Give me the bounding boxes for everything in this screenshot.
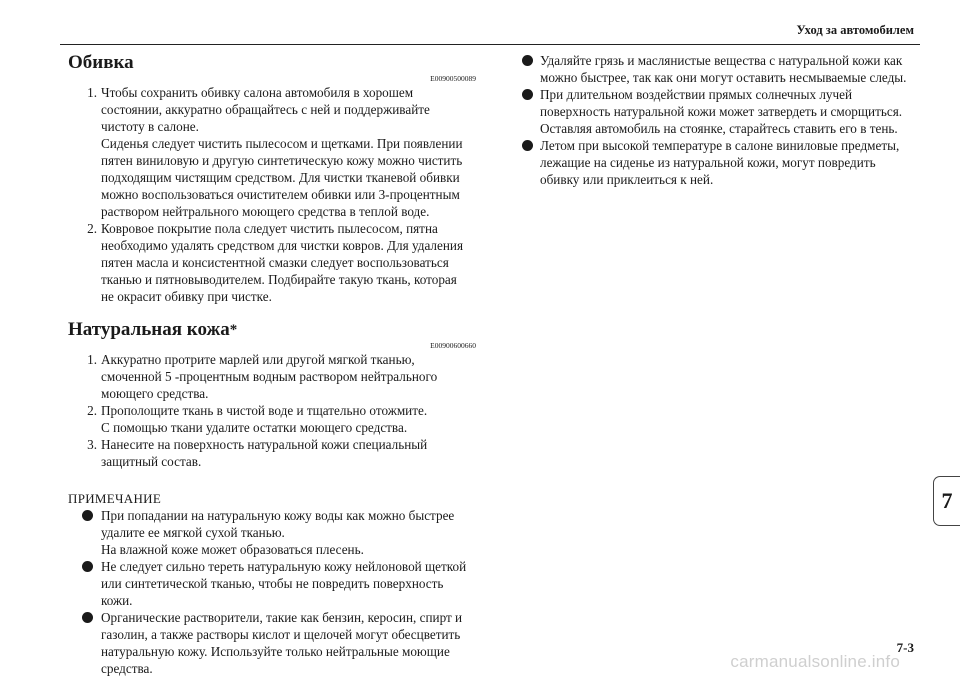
bullet-icon <box>522 86 540 137</box>
text-line: раствором нейтрального моющего средства в теплой воде. <box>101 204 430 219</box>
text-line: тканью и пятновыводителем. Подбирайте такую ткань, которая <box>101 272 457 287</box>
bullet-text <box>540 52 914 86</box>
text-line: газолин, а также растворы кислот и щелочей могут обесцветить <box>101 627 461 642</box>
text-line: С помощью ткани удалите остатки моющего средства. <box>101 420 408 435</box>
leather-steps <box>68 351 476 470</box>
list-item <box>68 220 476 305</box>
bullet-text <box>540 86 914 137</box>
list-item <box>68 609 476 677</box>
text-line: пятен масла и консистентной смазки следует воспользоваться <box>101 255 449 270</box>
text-line: или синтетической тканью, чтобы не повредить поверхность <box>101 576 444 591</box>
text-line: Нанесите на поверхность натуральной кожи специальный <box>101 437 428 452</box>
text-line: чистоту в салоне. <box>101 119 199 134</box>
text-line: состоянии, аккуратно обращайтесь с ней и поддерживайте <box>101 102 430 117</box>
page-header-title: Уход за автомобилем <box>796 23 914 37</box>
right-column <box>522 52 914 188</box>
text-line: Прополощите ткань в чистой воде и тщательно отожмите. <box>101 403 428 418</box>
text-line: Ковровое покрытие пола следует чистить пылесосом, пятна <box>101 221 438 236</box>
bullet-icon <box>68 609 101 677</box>
title-asterisk: * <box>229 322 238 338</box>
note-heading: ПРИМЕЧАНИЕ <box>68 491 162 506</box>
chapter-tab: 7 <box>933 476 960 526</box>
bullet-icon <box>68 558 101 609</box>
text-line: На влажной коже может образоваться плесень. <box>101 542 364 557</box>
text-line: защитный состав. <box>101 454 202 469</box>
bullet-text <box>101 558 476 609</box>
text-line: Не следует сильно тереть натуральную кожу нейлоновой щеткой <box>101 559 467 574</box>
text-line: поверхность натуральной кожи может затвердеть и сморщиться. <box>540 104 903 119</box>
text-line: Сиденья следует чистить пылесосом и щетками. При появлении <box>101 136 463 151</box>
list-item <box>522 86 914 137</box>
bullet-text <box>101 507 476 558</box>
watermark: carmanualsonline.info <box>730 652 900 671</box>
list-item <box>522 137 914 188</box>
section-code: E00900500089 <box>430 74 476 83</box>
section-title-leather <box>68 317 476 343</box>
text-line: необходимо удалять средством для чистки ковров. Для удаления <box>101 238 464 253</box>
section-code: E00900600660 <box>430 341 476 350</box>
step-number: 2. <box>87 221 97 236</box>
section-title-upholstery: Обивка <box>68 52 134 73</box>
text-line: можно воспользоваться очистителем обивки или 3-процентным <box>101 187 460 202</box>
right-bullets <box>522 52 914 188</box>
list-item <box>68 84 476 220</box>
text-line: смоченной 5 -процентным водным раствором нейтрального <box>101 369 438 384</box>
list-item <box>68 436 476 470</box>
step-number: 2. <box>87 403 97 418</box>
step-text <box>101 436 476 470</box>
text-line: Аккуратно протрите марлей или другой мягкой тканью, <box>101 352 415 367</box>
step-number: 1. <box>87 352 97 367</box>
bullet-text <box>101 609 476 677</box>
page-number: 7-3 <box>896 640 914 655</box>
text-line: моющего средства. <box>101 386 209 401</box>
step-text <box>101 402 476 436</box>
text-line: Летом при высокой температуре в салоне виниловые предметы, <box>540 138 900 153</box>
step-text <box>101 220 476 305</box>
text-line: кожи. <box>101 593 133 608</box>
text-line: пятен виниловую и другую синтетическую кожу можно чистить <box>101 153 463 168</box>
text-line: Удаляйте грязь и маслянистые вещества с натуральной кожи как <box>540 53 903 68</box>
left-column <box>68 50 476 677</box>
bullet-icon <box>522 52 540 86</box>
text-line: можно быстрее, так как они могут оставить несмываемые следы. <box>540 70 907 85</box>
list-item <box>68 402 476 436</box>
bullet-text <box>540 137 914 188</box>
step-text <box>101 351 476 402</box>
text-line: натуральную кожу. Используйте только нейтральные моющие <box>101 644 450 659</box>
list-item <box>68 507 476 558</box>
step-number: 1. <box>87 85 97 100</box>
header-rule <box>60 44 920 45</box>
text-line: не окрасит обивку при чистке. <box>101 289 272 304</box>
text-line: обивку или приклеиться к ней. <box>540 172 714 187</box>
text-line: подходящим чистящим средством. Для чистки тканевой обивки <box>101 170 460 185</box>
text-line: Органические растворители, такие как бензин, керосин, спирт и <box>101 610 463 625</box>
list-item <box>68 351 476 402</box>
text-line: лежащие на сиденье из натуральной кожи, могут повредить <box>540 155 876 170</box>
step-number: 3. <box>87 437 97 452</box>
text-line: средства. <box>101 661 153 676</box>
note-bullets <box>68 507 476 677</box>
upholstery-steps <box>68 84 476 305</box>
text-line: При длительном воздействии прямых солнечных лучей <box>540 87 853 102</box>
text-line: Чтобы сохранить обивку салона автомобиля в хорошем <box>101 85 414 100</box>
list-item <box>68 558 476 609</box>
text-line: При попадании на натуральную кожу воды как можно быстрее <box>101 508 455 523</box>
section-title-text: Натуральная кожа <box>68 319 230 340</box>
bullet-icon <box>68 507 101 558</box>
step-text <box>101 84 476 220</box>
bullet-icon <box>522 137 540 188</box>
text-line: Оставляя автомобиль на стоянке, старайтесь ставить его в тень. <box>540 121 898 136</box>
text-line: удалите ее мягкой сухой тканью. <box>101 525 285 540</box>
list-item <box>522 52 914 86</box>
